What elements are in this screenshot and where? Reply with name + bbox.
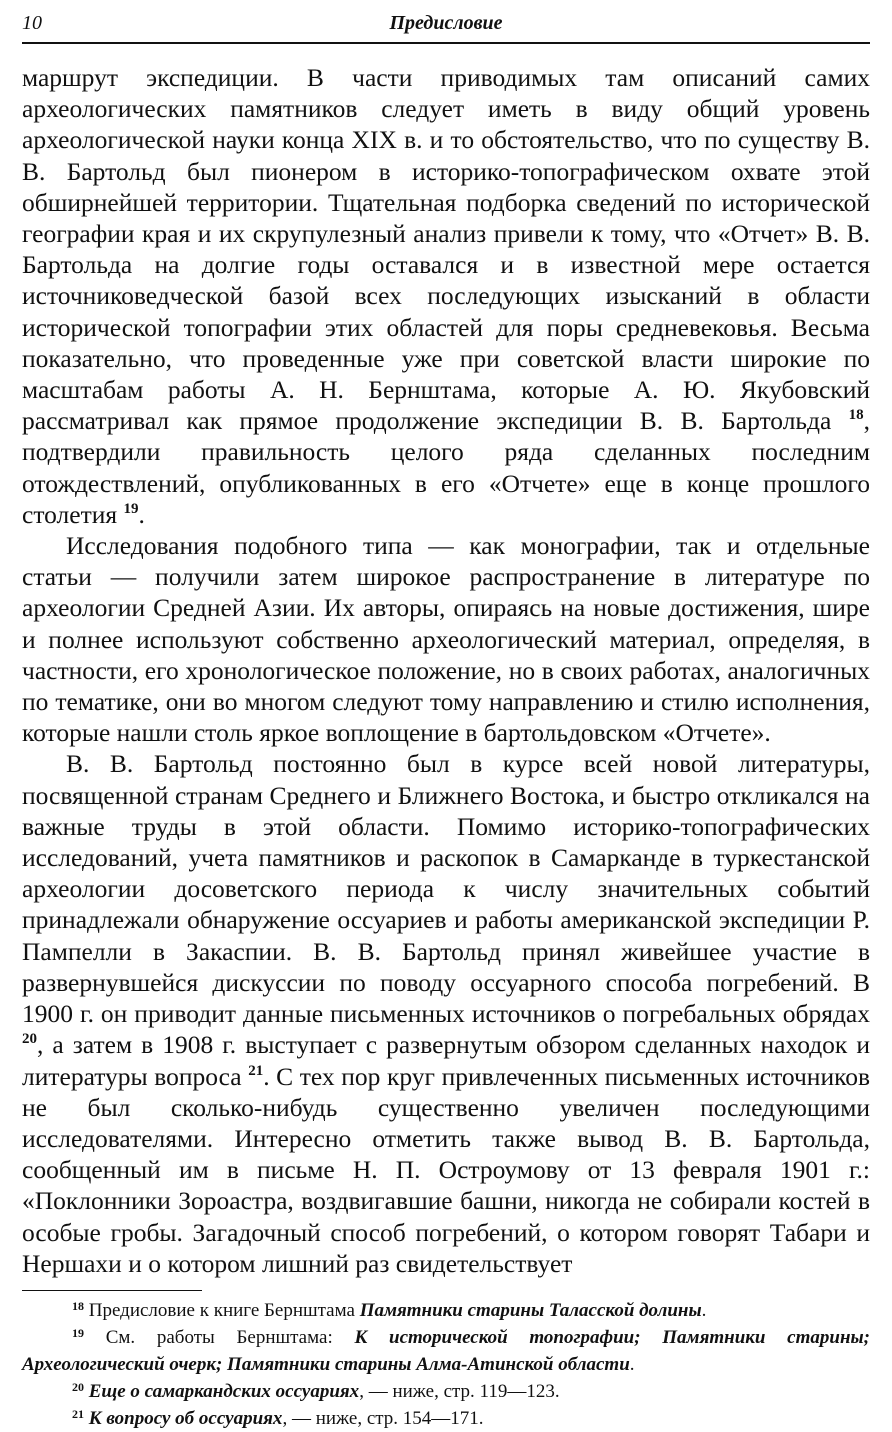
running-head bbox=[22, 8, 870, 40]
paragraph-text: . С тех пор круг привлеченных письменных источников не был сколько-нибудь существенно увеличен последующими исследователями. Интересно отметить также вывод В. В. Бартольда, сообщенный им в письме Н. П. Остроумову от 13 февраля 1901 г.: «Поклонники Зороастра, воздвигавшие башни, никогда не собирали костей в особые гробы. Загадочный способ погребений, о котором говорят Табари и Нершахи и о котором лишний раз свидетельствует bbox=[22, 1061, 870, 1278]
paragraph-text: . bbox=[138, 499, 145, 529]
footnote-ref[interactable]: 20 bbox=[22, 1031, 37, 1048]
paragraph bbox=[22, 62, 870, 530]
footnote-number: 20 bbox=[72, 1380, 84, 1394]
footnote-tail: . bbox=[629, 1354, 635, 1375]
footnote-text: См. работы Бернштама: bbox=[105, 1327, 355, 1348]
footnote-title: К вопросу об оссуариях bbox=[88, 1408, 283, 1429]
footnote-number: 18 bbox=[72, 1299, 84, 1313]
footnote-ref[interactable]: 19 bbox=[123, 500, 139, 517]
footnote-tail: , — ниже, стр. 119—123. bbox=[359, 1381, 560, 1402]
footnote bbox=[22, 1297, 870, 1324]
footnote-ref[interactable]: 18 bbox=[848, 407, 864, 424]
footnote-ref[interactable]: 21 bbox=[248, 1062, 264, 1079]
footnote-title: К исторической топографии; Памятники старины; Археологический очерк; Памятники старины Алма-Атинской области bbox=[22, 1327, 870, 1375]
footnote-rule bbox=[22, 1290, 202, 1291]
paragraph bbox=[22, 530, 870, 748]
body-text bbox=[22, 62, 870, 1279]
footnote-text: Предисловие к книге Бернштама bbox=[88, 1300, 360, 1321]
running-title: Предисловие bbox=[389, 12, 503, 34]
page-number: 10 bbox=[22, 12, 42, 34]
paragraph-text: маршрут экспедиции. В части приводимых там описаний самих археологических памятников следует иметь в виду общий уровень археологической науки конца XIX в. и то обстоятельство, что по существу В. В. Бартольд был пионером в историко-топографическом охвате этой обширнейшей территории. Тщательная подборка сведений по исторической географии края и их скрупулезный анализ привели к тому, что «Отчет» В. В. Бартольда на долгие годы оставался и в известной мере остается источниковедческой базой всех последующих изысканий в области исторической топографии этих областей для поры средневековья. Весьма показательно, что проведенные уже при советской власти широкие по масштабам работы А. Н. Бернштама, которые А. Ю. Якубовский рассматривал как прямое продолжение экспедиции В. В. Бартольда bbox=[22, 63, 870, 436]
footnote bbox=[22, 1324, 870, 1378]
paragraph bbox=[22, 748, 870, 1278]
footnote-number: 19 bbox=[72, 1326, 84, 1340]
paragraph-text: Исследования подобного типа — как монографии, так и отдельные статьи — получили затем широкое распространение в литературе по археологии Средней Азии. Их авторы, опираясь на новые достижения, шире и полнее используют собственно археологический материал, определяя, в частности, его хронологическое положение, но в своих работах, аналогичных по тематике, они во многом следуют тому направлению и стилю исполнения, которые нашли столь яркое воплощение в бартольдовском «Отчете». bbox=[22, 531, 870, 748]
paragraph-text: , а затем в 1908 г. выступает с развернутым обзором сделанных находок и литературы вопроса bbox=[22, 1030, 870, 1091]
header-rule bbox=[22, 42, 870, 44]
footnote-title: Памятники старины Таласской долины bbox=[359, 1300, 702, 1321]
footnote-title: Еще о самаркандских оссуариях bbox=[88, 1381, 360, 1402]
footnote-tail: . bbox=[701, 1300, 707, 1321]
footnote-tail: , — ниже, стр. 154—171. bbox=[282, 1408, 484, 1429]
footnote bbox=[22, 1378, 870, 1405]
footnotes bbox=[22, 1290, 870, 1432]
paragraph-text: , подтвердили правильность целого ряда сделанных последним отождествлений, опубликованных в его «Отчете» еще в конце прошлого столетия bbox=[22, 406, 870, 529]
paragraph-text: В. В. Бартольд постоянно был в курсе всей новой литературы, посвященной странам Среднего и Ближнего Востока, и быстро откликался на важные труды в этой области. Помимо историко-топографических исследований, учета памятников и раскопок в Самарканде в туркестанской археологии досоветского периода к числу значительных событий принадлежали обнаружение оссуариев и работы американской экспедиции Р. Пампелли в Закаспии. В. В. Бартольд принял живейшее участие в развернувшейся дискуссии по поводу оссуарного способа погребений. В 1900 г. он приводит данные письменных источников о погребальных обрядах bbox=[22, 749, 870, 1029]
footnote-number: 21 bbox=[72, 1407, 84, 1421]
